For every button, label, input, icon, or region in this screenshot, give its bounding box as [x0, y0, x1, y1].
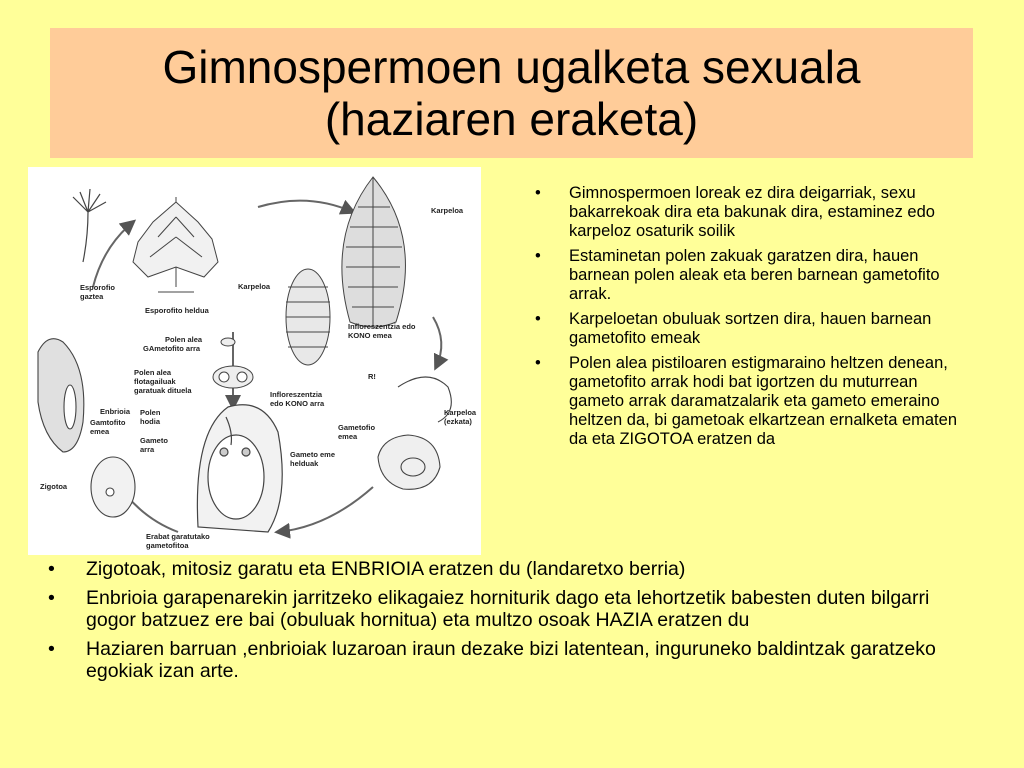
slide-title-line-2: (haziaren eraketa) [324, 93, 699, 145]
mature-tree-illustration [133, 197, 218, 292]
label-polen-flot-3: garatuak dituela [134, 386, 192, 395]
arrow-right [433, 317, 441, 367]
arrow-top [258, 201, 353, 212]
zygote-illustration [91, 457, 135, 517]
label-karpeloa-mid: Karpeloa [238, 282, 271, 291]
right-bullet: • Gimnospermoen loreak ez dira deigarriak, sexu bakarrekoak dira eta bakunak dira, estaminez edo karpeloz osaturik soilik [527, 184, 967, 241]
label-gameto-eme-2: helduak [290, 459, 319, 468]
label-polen-hodia-2: hodia [140, 417, 160, 426]
label-polen-flot-2: flotagailuak [134, 377, 176, 386]
label-karpeloa-ezkata-1: Karpeloa [444, 408, 477, 417]
label-gametofito-emea-l1: Gamtofito [90, 418, 126, 427]
label-esporofito-gaztea-1: Esporofio [80, 283, 115, 292]
label-gameto-arra-1: Gameto [140, 436, 168, 445]
label-gametofio-emea-r2: emea [338, 432, 358, 441]
right-bullet: • Estaminetan polen zakuak garatzen dira, hauen barnean polen aleak eta beren barnean gametofito arrak. [527, 247, 967, 304]
label-karpeloa-top: Karpeloa [431, 206, 464, 215]
ovule-illustration [197, 405, 282, 532]
cone-scale-illustration [378, 377, 451, 489]
title-box [50, 28, 973, 158]
label-polen-alea-1: Polen alea [165, 335, 203, 344]
label-zigotoa: Zigotoa [40, 482, 68, 491]
label-erabat-1: Erabat garatutako [146, 532, 210, 541]
bottom-bullet: • Haziaren barruan ,enbrioiak luzaroan iraun dezake bizi latentean, inguruneko baldintzak garatzeko egokiak izan arte. [44, 638, 984, 682]
label-gametofito-emea-l2: emea [90, 427, 110, 436]
life-cycle-diagram [28, 167, 481, 555]
label-erabat-2: gametofitoa [146, 541, 189, 550]
seed-embryo-illustration [38, 339, 84, 452]
label-gametofio-emea-r1: Gametofio [338, 423, 376, 432]
bottom-bullet-list [44, 558, 984, 689]
label-enbrioia: Enbrioia [100, 407, 131, 416]
label-polen-flot-1: Polen alea [134, 368, 172, 377]
label-polen-alea-2: GAmetofito arra [143, 344, 201, 353]
slide-title-line-1: Gimnospermoen ugalketa sexuala [162, 41, 861, 93]
label-inflo-arra-2: edo KONO arra [270, 399, 325, 408]
label-gameto-arra-2: arra [140, 445, 155, 454]
right-bullet: • Polen alea pistiloaren estigmaraino heltzen denean, gametofito arrak hodi bat igortzen du muturrean gameto arrak daramatzalarik eta gameto emeraino heltzen da, bi gametoak elkartzean ernalketa ematen da eta ZIGOTOA eratzen da [527, 354, 967, 449]
label-karpeloa-ezkata-2: (ezkata) [444, 417, 472, 426]
label-inflo-arra-1: Infloreszentzia [270, 390, 323, 399]
bottom-bullet: • Enbrioia garapenarekin jarritzeko elikagaiez horniturik dago eta lehortzetik babesten duten bilgarri gogor batzuez ere bai (obuluak hornitua) eta multzo osoak HAZIA eratzen du [44, 587, 984, 631]
female-cone-illustration [342, 177, 406, 327]
label-inflo-emea-1: Infloreszentzia edo [348, 322, 416, 331]
young-sporophyte-illustration [73, 189, 106, 262]
arrow-bottom-right [278, 487, 373, 532]
label-r: R! [368, 372, 376, 381]
label-esporofito-gaztea-2: gaztea [80, 292, 104, 301]
bottom-bullet: • Zigotoak, mitosiz garatu eta ENBRIOIA eratzen du (landaretxo berria) [44, 558, 984, 580]
label-polen-hodia-1: Polen [140, 408, 161, 417]
right-bullet-list [527, 184, 967, 455]
label-gameto-eme-1: Gameto eme [290, 450, 336, 459]
male-cone-illustration [286, 269, 330, 365]
right-bullet: • Karpeloetan obuluak sortzen dira, hauen barnean gametofito emeak [527, 310, 967, 348]
arrow-upper-left [93, 222, 133, 287]
label-esporofito-heldua: Esporofito heldua [145, 306, 209, 315]
label-inflo-emea-2: KONO emea [348, 331, 392, 340]
